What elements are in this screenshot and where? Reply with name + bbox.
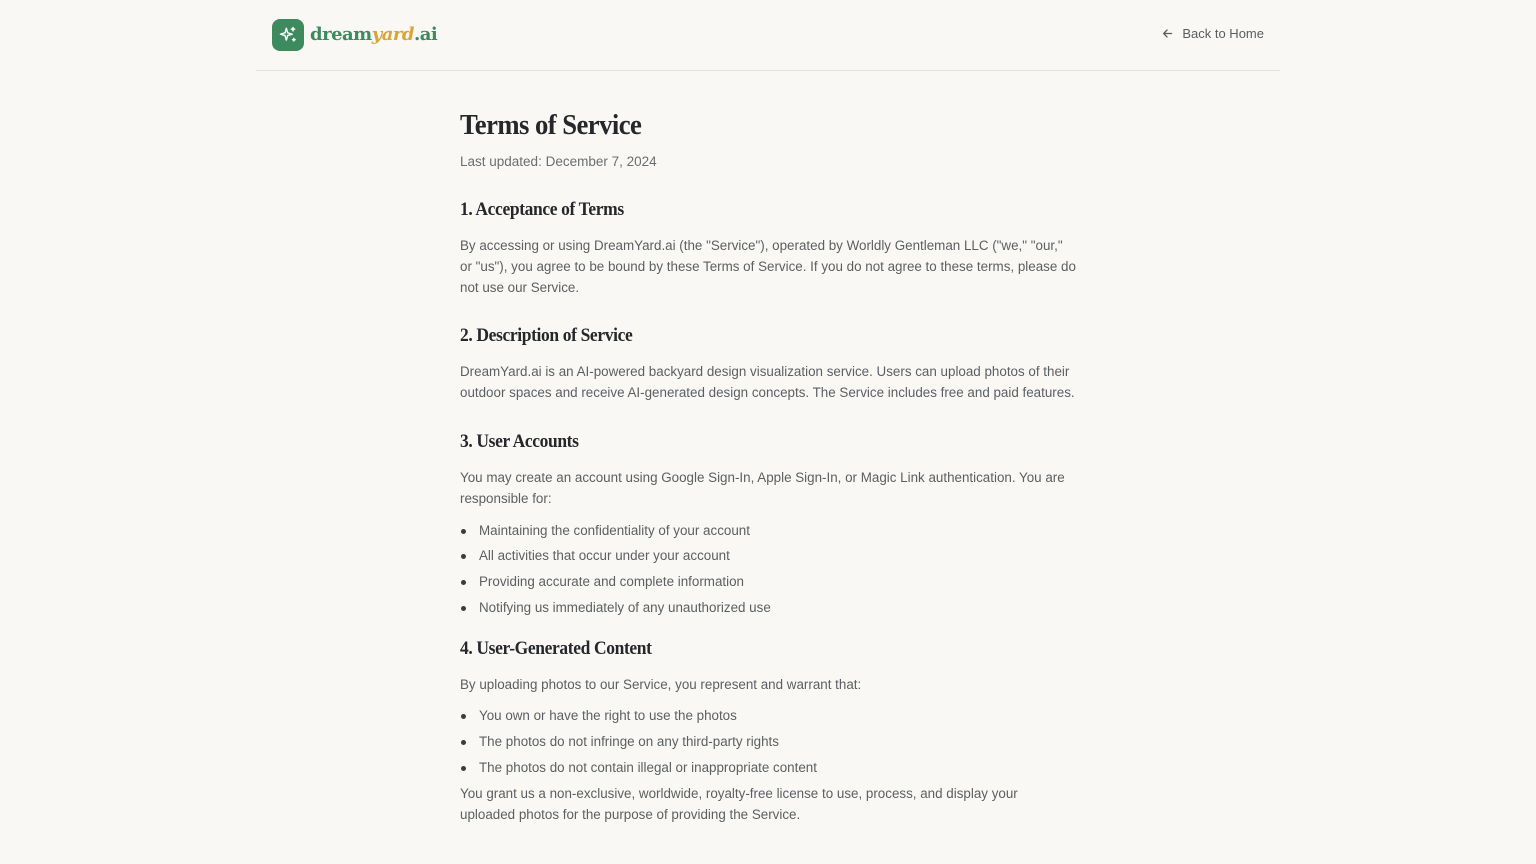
logo-wordmark: [310, 19, 437, 51]
section-body-license: You grant us a non-exclusive, worldwide, royalty-free license to use, process, and display your uploaded photos for the purpose of providing the Service.: [460, 785, 1018, 822]
logo-text-ai: .ai: [413, 24, 438, 45]
arrow-left-icon: [1162, 28, 1173, 39]
list-item: The photos do not infringe on any third-party rights: [460, 732, 1076, 752]
section-body-description: DreamYard.ai is an AI-powered backyard design visualization service. Users can upload photos of their outdoor spaces and receive AI-generated design concepts. The Service includes free and paid features.: [460, 364, 1075, 401]
sparkles-icon: [272, 19, 304, 51]
logo-text-yard: yard: [371, 24, 414, 45]
list-item: The photos do not contain illegal or inappropriate content: [460, 758, 1076, 778]
terms-content: [460, 106, 1076, 825]
user-content-list: [460, 706, 1076, 777]
list-item: Maintaining the confidentiality of your account: [460, 521, 1076, 541]
site-header: [256, 0, 1280, 71]
section-body-acceptance: By accessing or using DreamYard.ai (the "Service"), operated by Worldly Gentleman LLC ("we," "our," or "us"), you agree to be bound by these Terms of Service. If you do not agree to these terms, please do not use our Service.: [460, 238, 1076, 295]
user-accounts-list: [460, 521, 1076, 618]
last-updated: Last updated: December 7, 2024: [460, 154, 657, 169]
section-title-acceptance: 1. Acceptance of Terms: [460, 199, 624, 220]
section-body-user-content: By uploading photos to our Service, you represent and warrant that:: [460, 676, 862, 692]
list-item: Providing accurate and complete information: [460, 572, 1076, 592]
section-title-user-accounts: 3. User Accounts: [460, 430, 579, 452]
logo-link[interactable]: [272, 19, 437, 51]
list-item: You own or have the right to use the photos: [460, 706, 1076, 726]
section-title-user-content: 4. User-Generated Content: [460, 637, 652, 659]
section-body-user-accounts: You may create an account using Google Sign-In, Apple Sign-In, or Magic Link authentication. You are responsible for:: [460, 469, 1065, 506]
back-to-home-link[interactable]: [1162, 26, 1264, 41]
logo-text-dream: dream: [310, 24, 372, 45]
section-title-description: 2. Description of Service: [460, 325, 633, 347]
page-title: Terms of Service: [460, 109, 642, 141]
list-item: All activities that occur under your account: [460, 546, 1076, 566]
list-item: Notifying us immediately of any unauthorized use: [460, 598, 1076, 618]
back-to-home-label: Back to Home: [1182, 26, 1264, 41]
